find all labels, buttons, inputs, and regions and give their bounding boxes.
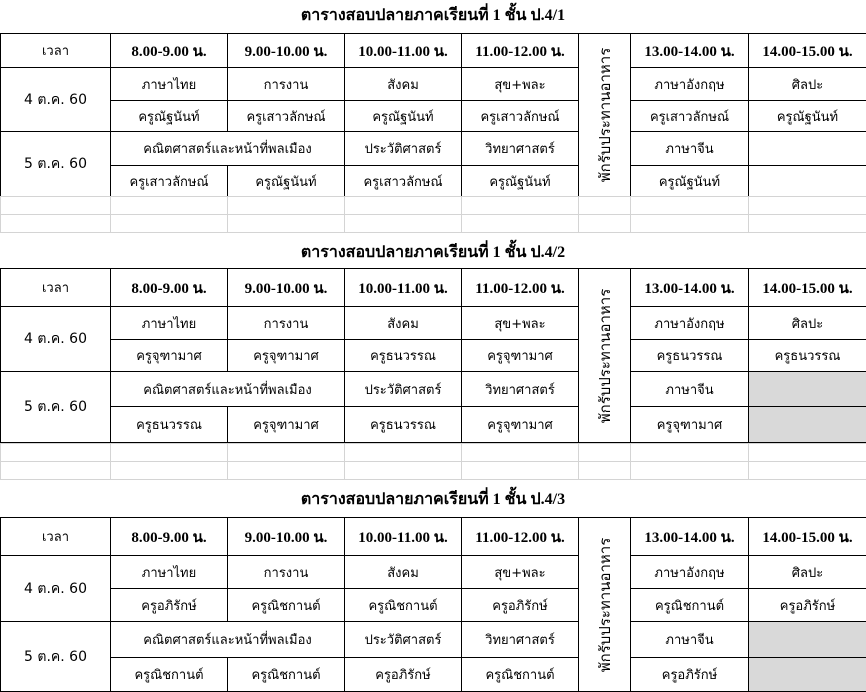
subject-cell: ภาษาไทย [111,556,228,589]
teacher-cell: ครูธนวรรณ [345,340,462,372]
empty-grid-cell [345,444,462,462]
teacher-cell: ครูณิชกานต์ [462,658,579,692]
subject-cell: วิทยาศาสตร์ [462,372,579,407]
teacher-cell: ครูเสาวลักษณ์ [345,166,462,197]
teacher-cell: ครูจุฑามาศ [228,407,345,443]
teacher-cell: ครูเสาวลักษณ์ [228,101,345,132]
empty-cell [749,166,866,197]
empty-grid-cell [111,444,228,462]
time-slot-header: 13.00-14.00 น. [631,518,749,556]
subject-cell: ภาษาไทย [111,68,228,101]
empty-grid-cell [631,215,749,233]
empty-grid-cell [749,444,866,462]
teacher-row [1,101,866,132]
empty-grid-cell [462,462,579,480]
subject-cell: ภาษาจีน [631,622,749,658]
empty-grid-cell [1,462,111,480]
teacher-cell: ครูณัฐนันท์ [345,101,462,132]
subject-cell: สังคม [345,307,462,340]
teacher-cell: ครูอภิรักษ์ [111,589,228,622]
teacher-cell: ครูจุฑามาศ [111,340,228,372]
teacher-cell: ครูจุฑามาศ [228,340,345,372]
subject-cell: สุข+พละ [462,68,579,101]
lunch-break-cell [579,34,631,197]
date-cell: 5 ต.ค. 60 [1,372,111,443]
time-slot-header: 13.00-14.00 น. [631,269,749,307]
date-cell: 4 ต.ค. 60 [1,307,111,372]
subject-cell: คณิตศาสตร์และหน้าที่พลเมือง [111,372,345,407]
schedule-title: ตารางสอบปลายภาคเรียนที่ 1 ชั้น ป.4/1 [300,7,566,24]
schedule-table [0,268,866,443]
empty-grid-cell [111,215,228,233]
empty-cell [749,658,866,692]
subject-cell: คณิตศาสตร์และหน้าที่พลเมือง [111,132,345,166]
teacher-row [1,658,866,692]
time-slot-header: 10.00-11.00 น. [345,34,462,68]
time-slot-header: 9.00-10.00 น. [228,269,345,307]
empty-grid-cell [111,197,228,215]
empty-grid-cell [228,197,345,215]
subject-row [1,68,866,101]
empty-cell [749,407,866,443]
teacher-cell: ครูจุฑามาศ [631,407,749,443]
lunch-break-cell [579,269,631,443]
time-slot-header: 14.00-15.00 น. [749,518,866,556]
empty-grid-cell [579,444,631,462]
time-header-cell: เวลา [1,269,111,307]
subject-row [1,132,866,166]
subject-row [1,622,866,658]
subject-cell: ภาษาอังกฤษ [631,307,749,340]
empty-grid-cell [631,462,749,480]
teacher-cell: ครูเสาวลักษณ์ [462,101,579,132]
time-slot-header: 11.00-12.00 น. [462,269,579,307]
subject-cell: การงาน [228,68,345,101]
empty-grid-cell [631,444,749,462]
subject-cell: ภาษาจีน [631,132,749,166]
teacher-row [1,407,866,443]
subject-cell: คณิตศาสตร์และหน้าที่พลเมือง [111,622,345,658]
teacher-row [1,166,866,197]
time-slot-header: 14.00-15.00 น. [749,34,866,68]
subject-cell: ประวัติศาสตร์ [345,622,462,658]
subject-cell: ศิลปะ [749,307,866,340]
empty-grid-cell [749,462,866,480]
empty-cell [749,132,866,166]
empty-cell [749,372,866,407]
teacher-cell: ครูธนวรรณ [631,340,749,372]
empty-grid-cell [579,215,631,233]
subject-cell: ภาษาไทย [111,307,228,340]
time-slot-header: 10.00-11.00 น. [345,518,462,556]
time-slot-header: 9.00-10.00 น. [228,34,345,68]
empty-grid-cell [462,197,579,215]
empty-spreadsheet-rows [0,443,866,480]
teacher-row [1,589,866,622]
teacher-cell: ครูธนวรรณ [749,340,866,372]
teacher-cell: ครูณัฐนันท์ [631,166,749,197]
subject-row [1,372,866,407]
empty-grid-cell [345,197,462,215]
teacher-cell: ครูเสาวลักษณ์ [631,101,749,132]
subject-cell: สุข+พละ [462,556,579,589]
teacher-cell: ครูณัฐนันท์ [749,101,866,132]
empty-grid-cell [579,462,631,480]
subject-cell: ภาษาอังกฤษ [631,68,749,101]
subject-cell: สังคม [345,556,462,589]
empty-grid-cell [462,444,579,462]
empty-grid-cell [111,462,228,480]
subject-cell: การงาน [228,556,345,589]
empty-grid-cell [1,197,111,215]
subject-cell: การงาน [228,307,345,340]
empty-grid-cell [631,197,749,215]
teacher-cell: ครูณิชกานต์ [631,589,749,622]
empty-grid-cell [345,215,462,233]
empty-grid-cell [749,215,866,233]
empty-grid-cell [749,197,866,215]
subject-cell: ศิลปะ [749,556,866,589]
lunch-break-label: พักรับประทานอาหาร [597,288,614,423]
lunch-break-label: พักรับประทานอาหาร [597,537,614,672]
time-slot-header: 8.00-9.00 น. [111,518,228,556]
empty-grid-cell [462,215,579,233]
empty-spreadsheet-rows [0,196,866,233]
subject-cell: ภาษาอังกฤษ [631,556,749,589]
teacher-row [1,340,866,372]
schedule-title: ตารางสอบปลายภาคเรียนที่ 1 ชั้น ป.4/2 [300,244,566,261]
date-cell: 5 ต.ค. 60 [1,622,111,692]
subject-cell: สังคม [345,68,462,101]
empty-grid-cell [228,444,345,462]
teacher-cell: ครูจุฑามาศ [462,340,579,372]
teacher-cell: ครูณัฐนันท์ [462,166,579,197]
empty-grid-cell [1,215,111,233]
empty-grid-cell [345,462,462,480]
time-slot-header: 8.00-9.00 น. [111,269,228,307]
teacher-cell: ครูณัฐนันท์ [111,101,228,132]
lunch-break-label: พักรับประทานอาหาร [597,47,614,183]
teacher-cell: ครูณิชกานต์ [228,589,345,622]
teacher-cell: ครูณิชกานต์ [228,658,345,692]
schedule-title: ตารางสอบปลายภาคเรียนที่ 1 ชั้น ป.4/3 [300,491,566,508]
subject-cell: วิทยาศาสตร์ [462,622,579,658]
time-slot-header: 11.00-12.00 น. [462,518,579,556]
time-slot-header: 14.00-15.00 น. [749,269,866,307]
empty-grid-cell [228,215,345,233]
time-header-cell: เวลา [1,518,111,556]
time-header-cell: เวลา [1,34,111,68]
schedule-table [0,517,866,692]
empty-cell [749,622,866,658]
date-cell: 4 ต.ค. 60 [1,68,111,132]
subject-cell: วิทยาศาสตร์ [462,132,579,166]
teacher-cell: ครูธนวรรณ [111,407,228,443]
teacher-cell: ครูณิชกานต์ [111,658,228,692]
time-slot-header: 13.00-14.00 น. [631,34,749,68]
teacher-cell: ครูธนวรรณ [345,407,462,443]
teacher-cell: ครูเสาวลักษณ์ [111,166,228,197]
lunch-break-cell [579,518,631,692]
subject-cell: ประวัติศาสตร์ [345,132,462,166]
teacher-cell: ครูณิชกานต์ [345,589,462,622]
time-slot-header: 8.00-9.00 น. [111,34,228,68]
schedule-table [0,33,866,197]
teacher-cell: ครูณัฐนันท์ [228,166,345,197]
teacher-cell: ครูอภิรักษ์ [345,658,462,692]
subject-cell: ศิลปะ [749,68,866,101]
teacher-cell: ครูอภิรักษ์ [631,658,749,692]
teacher-cell: ครูอภิรักษ์ [749,589,866,622]
teacher-cell: ครูจุฑามาศ [462,407,579,443]
subject-cell: ภาษาจีน [631,372,749,407]
time-slot-header: 10.00-11.00 น. [345,269,462,307]
subject-row [1,556,866,589]
subject-cell: สุข+พละ [462,307,579,340]
empty-grid-cell [228,462,345,480]
subject-cell: ประวัติศาสตร์ [345,372,462,407]
time-slot-header: 11.00-12.00 น. [462,34,579,68]
date-cell: 5 ต.ค. 60 [1,132,111,197]
empty-grid-cell [1,444,111,462]
teacher-cell: ครูอภิรักษ์ [462,589,579,622]
time-slot-header: 9.00-10.00 น. [228,518,345,556]
subject-row [1,307,866,340]
date-cell: 4 ต.ค. 60 [1,556,111,622]
empty-grid-cell [579,197,631,215]
